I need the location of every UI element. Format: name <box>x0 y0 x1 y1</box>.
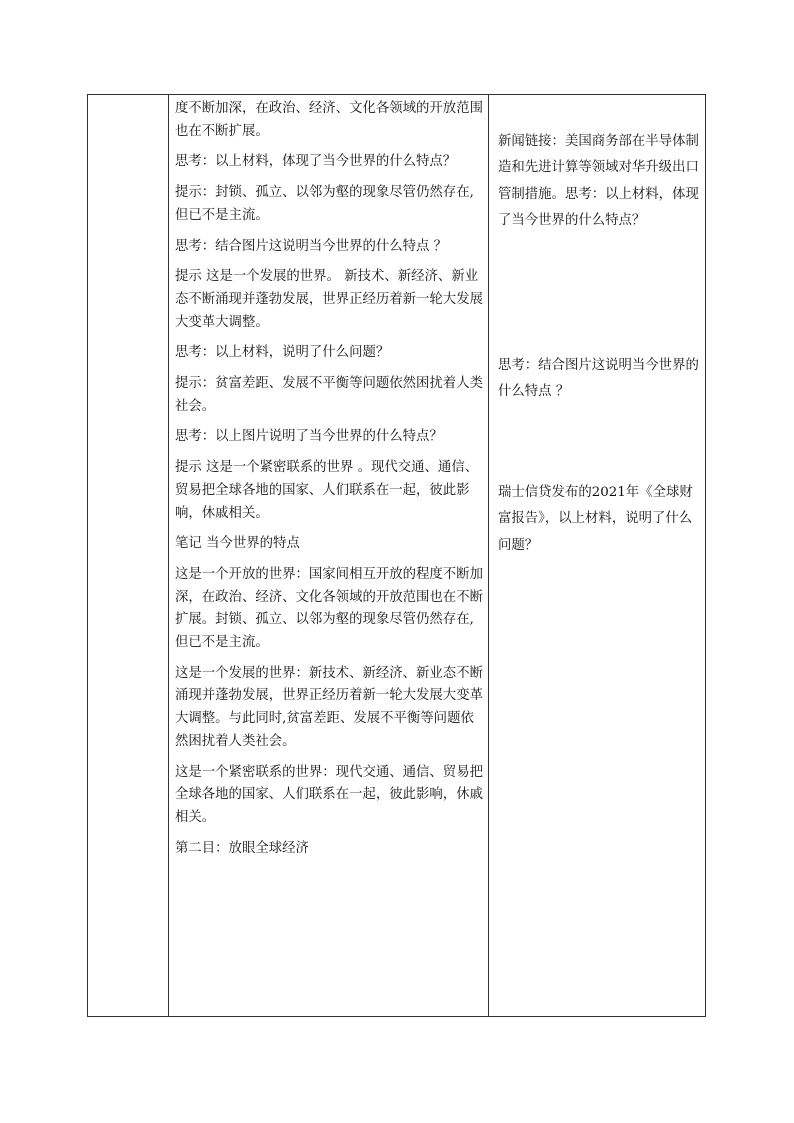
left-column-cell <box>88 95 168 1016</box>
content-paragraph: 思考：以上图片说明了当今世界的什么特点？ <box>175 429 443 445</box>
content-paragraph: 思考：结合图片这说明当今世界的什么特点 ？ <box>175 238 448 254</box>
content-paragraph: 度不断加深，在政治、经济、文化各领域的开放范围也在不断扩展。 <box>175 101 483 139</box>
content-paragraph: 思考：以上材料，体现了当今世界的什么特点？ <box>175 154 457 170</box>
think-question-text: 思考：结合图片这说明当今世界的什么特点 ？ <box>498 358 699 400</box>
content-paragraph: 这是一个开放的世界：国家间相互开放的程度不断加深，在政治、经济、文化各领域的开放范围也在不断扩展。封锁、孤立、以邻为壑的现象尽管仍然存在,但已不是主流。 <box>175 566 483 651</box>
notes-heading: 笔记 当今世界的特点 <box>175 536 300 552</box>
content-paragraph: 这是一个紧密联系的世界：现代交通、通信、贸易把全球各地的国家、人们联系在一起，彼此影响，休戚相关。 <box>175 764 483 825</box>
report-question-text: 瑞士信贷发布的2021年《全球财富报告》，以上材料，说明了什么问题？ <box>498 485 693 553</box>
content-paragraph: 提示 这是一个紧密联系的世界 。现代交通、通信、贸易把全球各地的国家、人们联系在一起，彼此影响，休戚相关。 <box>175 460 479 521</box>
content-paragraph: 提示：封锁、孤立、以邻为壑的现象尽管仍然存在,但已不是主流。 <box>175 185 474 223</box>
lesson-plan-table <box>87 94 706 1017</box>
content-paragraph: 思考：以上材料，说明了什么问题？ <box>175 345 390 361</box>
design-notes-cell <box>488 95 707 1016</box>
teaching-content-cell <box>168 95 488 1016</box>
content-paragraph: 提示 这是一个发展的世界。 新技术、新经济、新业态不断涌现并蓬勃发展，世界正经历着新一轮大发展大变革大调整。 <box>175 269 483 330</box>
news-link-text: 新闻链接：美国商务部在半导体制造和先进计算等领域对华升级出口管制措施。思考：以上材料，体现了当今世界的什么特点？ <box>498 134 699 229</box>
content-paragraph: 提示：贫富差距、发展不平衡等问题依然困扰着人类社会。 <box>175 376 483 414</box>
content-paragraph: 这是一个发展的世界：新技术、新经济、新业态不断涌现并蓬勃发展，世界正经历着新一轮大发展大变革大调整。与此同时,贫富差距、发展不平衡等问题依然困扰着人类社会。 <box>175 665 483 749</box>
section-heading: 第二目：放眼全球经济 <box>175 840 309 856</box>
